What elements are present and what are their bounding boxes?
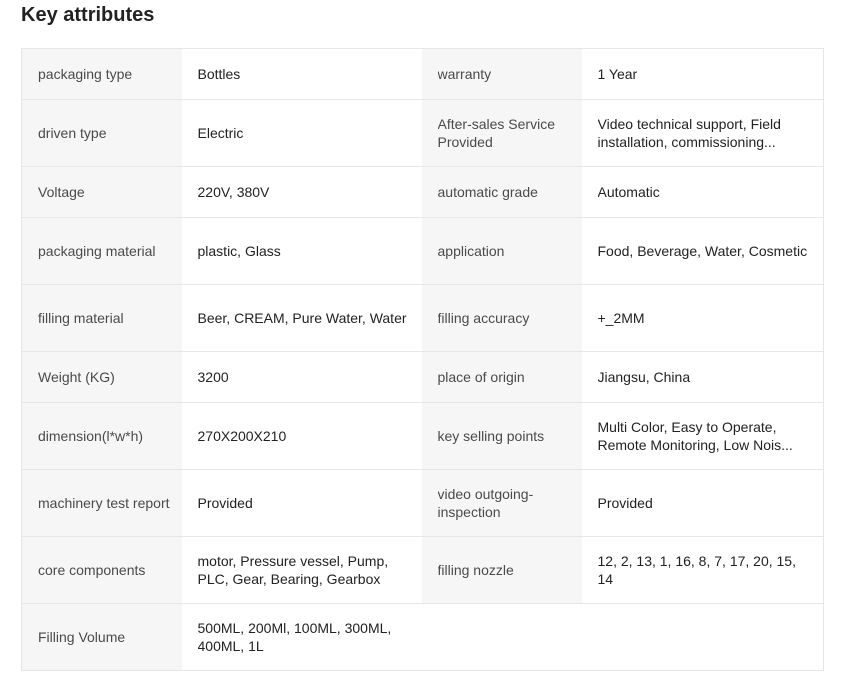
attribute-name: filling accuracy	[422, 285, 582, 352]
attribute-value: 270X200X210	[182, 403, 422, 470]
attribute-value: 12, 2, 13, 1, 16, 8, 7, 17, 20, 15, 14	[582, 537, 824, 604]
attribute-name: filling material	[22, 285, 182, 352]
attribute-row	[22, 537, 824, 604]
attribute-name: place of origin	[422, 352, 582, 403]
attribute-name-empty	[422, 604, 582, 671]
attribute-row	[22, 352, 824, 403]
attribute-name: dimension(l*w*h)	[22, 403, 182, 470]
section-title: Key attributes	[21, 4, 155, 26]
attribute-value: Video technical support, Field installation, commissioning...	[582, 100, 824, 167]
attribute-name: Voltage	[22, 167, 182, 218]
attribute-value: 500ML, 200Ml, 100ML, 300ML, 400ML, 1L	[182, 604, 422, 671]
attribute-value: +_2MM	[582, 285, 824, 352]
attribute-value: Electric	[182, 100, 422, 167]
attribute-row	[22, 167, 824, 218]
attribute-row	[22, 100, 824, 167]
attribute-value: Provided	[182, 470, 422, 537]
attribute-value: 220V, 380V	[182, 167, 422, 218]
attribute-row	[22, 470, 824, 537]
attribute-value: Beer, CREAM, Pure Water, Water	[182, 285, 422, 352]
attribute-row	[22, 218, 824, 285]
attribute-value: Automatic	[582, 167, 824, 218]
attribute-name: application	[422, 218, 582, 285]
attribute-value: 1 Year	[582, 49, 824, 100]
attribute-value: 3200	[182, 352, 422, 403]
attribute-name: packaging material	[22, 218, 182, 285]
attribute-row	[22, 49, 824, 100]
attribute-name: video outgoing-inspection	[422, 470, 582, 537]
attribute-value: plastic, Glass	[182, 218, 422, 285]
attribute-name: core components	[22, 537, 182, 604]
attribute-name: packaging type	[22, 49, 182, 100]
attribute-name: Filling Volume	[22, 604, 182, 671]
attribute-name: key selling points	[422, 403, 582, 470]
attribute-value: Bottles	[182, 49, 422, 100]
key-attributes-table	[21, 48, 824, 671]
attribute-name: After-sales Service Provided	[422, 100, 582, 167]
attribute-value: Food, Beverage, Water, Cosmetic	[582, 218, 824, 285]
attribute-name: Weight (KG)	[22, 352, 182, 403]
attribute-name: driven type	[22, 100, 182, 167]
attribute-row	[22, 403, 824, 470]
attribute-name: filling nozzle	[422, 537, 582, 604]
attribute-row	[22, 285, 824, 352]
attribute-name: warranty	[422, 49, 582, 100]
attribute-value: Provided	[582, 470, 824, 537]
attribute-name: automatic grade	[422, 167, 582, 218]
attribute-value-empty	[582, 604, 824, 671]
attribute-row	[22, 604, 824, 671]
attribute-value: Multi Color, Easy to Operate, Remote Monitoring, Low Nois...	[582, 403, 824, 470]
attribute-value: motor, Pressure vessel, Pump, PLC, Gear, Bearing, Gearbox	[182, 537, 422, 604]
attribute-value: Jiangsu, China	[582, 352, 824, 403]
attribute-name: machinery test report	[22, 470, 182, 537]
